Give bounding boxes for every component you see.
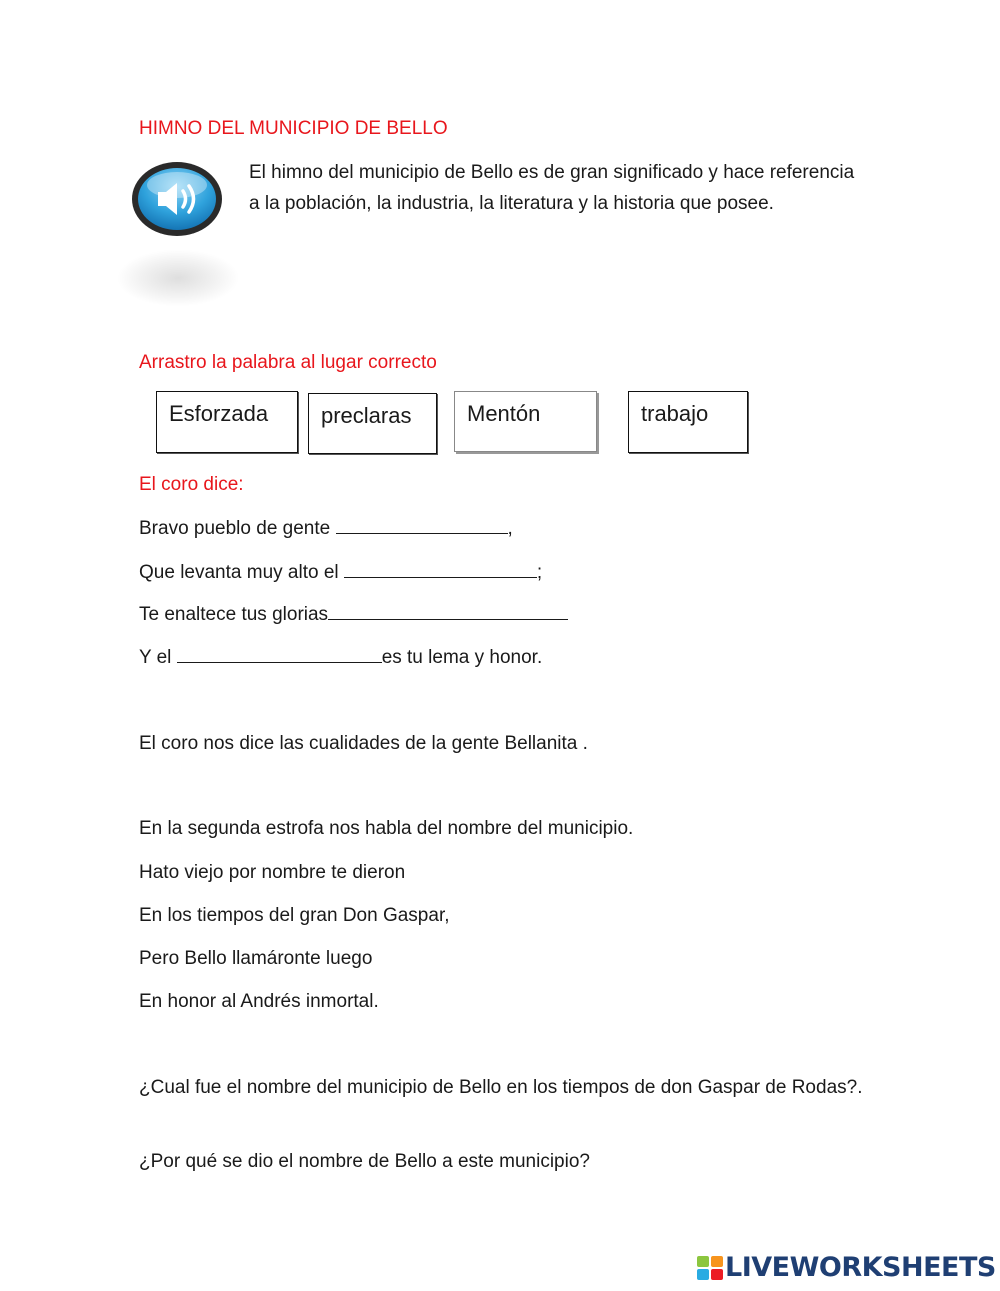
question-2: ¿Por qué se dio el nombre de Bello a este municipio?: [139, 1151, 590, 1172]
drop-blank-2[interactable]: [344, 561, 537, 578]
question-1: ¿Cual fue el nombre del municipio de Bello en los tiempos de don Gaspar de Rodas?.: [139, 1077, 863, 1098]
coro-line-3: [139, 603, 568, 626]
coro-line-text: Que levanta muy alto el: [139, 562, 344, 583]
verse-line-1: Hato viejo por nombre te dieron: [139, 862, 406, 883]
drop-blank-1[interactable]: [336, 517, 508, 534]
speaker-shadow: [118, 250, 238, 306]
coro-line-text: es tu lema y honor.: [381, 647, 543, 668]
logo-mark-tile: [697, 1269, 709, 1280]
coro-label: El coro dice:: [139, 474, 244, 495]
word-card-esforzada[interactable]: Esforzada: [156, 391, 298, 453]
speaker-icon[interactable]: [130, 160, 224, 240]
coro-line-text: Te enaltece tus glorias: [139, 604, 329, 625]
cualidades-paragraph: El coro nos dice las cualidades de la gente Bellanita .: [139, 733, 588, 754]
verse-line-3: Pero Bello llamáronte luego: [139, 948, 373, 969]
coro-line-1: [139, 517, 513, 540]
coro-line-punct: ,: [507, 518, 513, 539]
coro-line-4: [139, 646, 542, 669]
logo-mark-icon: [697, 1256, 723, 1280]
logo-mark-tile: [711, 1269, 723, 1280]
drop-blank-3[interactable]: [328, 603, 568, 620]
estrofa-intro: En la segunda estrofa nos habla del nombre del municipio.: [139, 818, 634, 839]
logo-mark-tile: [697, 1256, 709, 1267]
word-card-preclaras[interactable]: preclaras: [308, 393, 437, 454]
coro-line-punct: ;: [536, 562, 543, 583]
word-card-menton[interactable]: Mentón: [454, 391, 597, 452]
drop-blank-4[interactable]: [177, 646, 382, 663]
logo-text: LIVEWORKSHEETS: [725, 1252, 996, 1283]
verse-line-4: En honor al Andrés inmortal.: [139, 991, 379, 1012]
logo-mark-tile: [711, 1256, 723, 1267]
liveworksheets-logo: [697, 1252, 996, 1283]
page-title: HIMNO DEL MUNICIPIO DE BELLO: [139, 118, 448, 139]
activity-instruction: Arrastro la palabra al lugar correcto: [139, 352, 437, 373]
coro-line-text: Bravo pueblo de gente: [139, 518, 336, 539]
coro-line-2: [139, 561, 542, 584]
verse-line-2: En los tiempos del gran Don Gaspar,: [139, 905, 450, 926]
intro-paragraph: El himno del municipio de Bello es de gran significado y hace referencia a la población, la industria, la literatura y la historia que posee.: [249, 162, 855, 214]
word-card-trabajo[interactable]: trabajo: [628, 391, 748, 453]
coro-line-text: Y el: [139, 647, 177, 668]
